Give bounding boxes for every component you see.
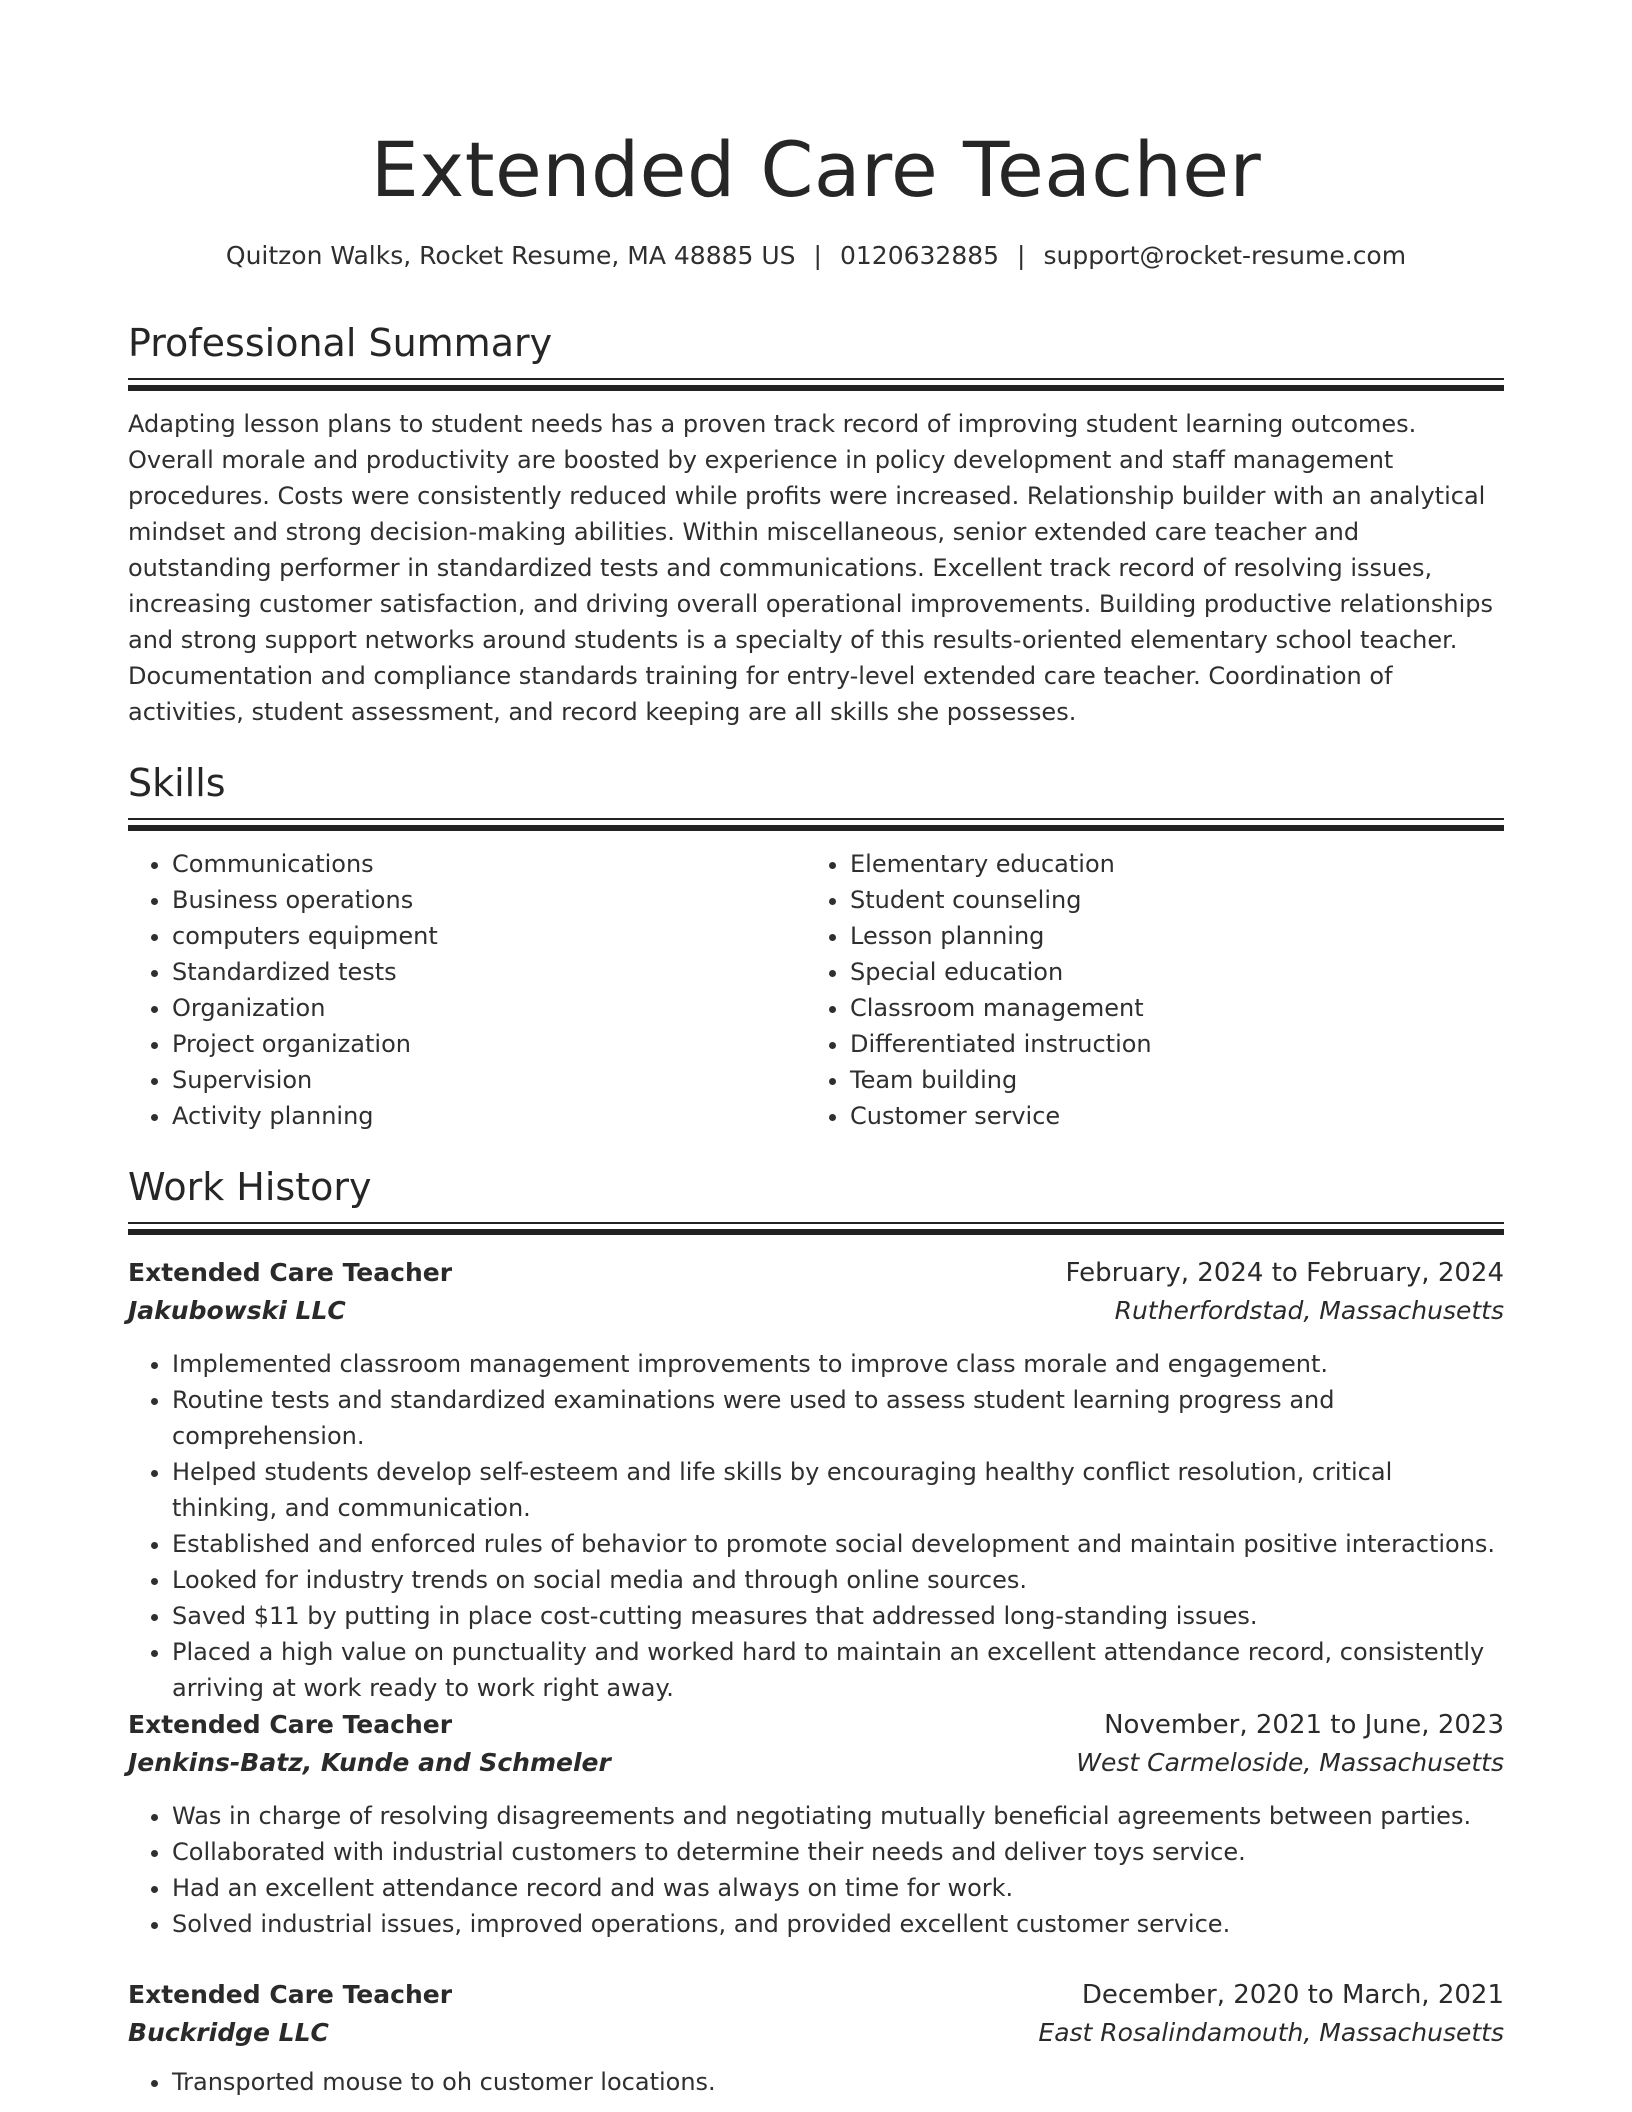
skill-item: • Project organization bbox=[172, 1026, 438, 1062]
skill-item: • Lesson planning bbox=[850, 918, 1152, 954]
skill-item: • Team building bbox=[850, 1062, 1152, 1098]
job-bullet: • Solved industrial issues, improved operations, and provided excellent customer service. bbox=[172, 1906, 1504, 1942]
job-dates: December, 2020 to March, 2021 bbox=[1081, 1980, 1504, 2010]
skills-heading: Skills bbox=[128, 761, 226, 805]
job-header-row bbox=[128, 1254, 1504, 1292]
contact-address: Quitzon Walks, Rocket Resume, MA 48885 US bbox=[225, 241, 796, 270]
job-bullet: • Looked for industry trends on social media and through online sources. bbox=[172, 1562, 1504, 1598]
contact-phone: 0120632885 bbox=[839, 241, 1000, 270]
job-company: Buckridge LLC bbox=[128, 2018, 329, 2047]
skill-item: • Customer service bbox=[850, 1098, 1152, 1134]
skill-item: • Differentiated instruction bbox=[850, 1026, 1152, 1062]
job-title: Extended Care Teacher bbox=[128, 1980, 453, 2009]
skill-item: • Supervision bbox=[172, 1062, 438, 1098]
summary-heading: Professional Summary bbox=[128, 321, 553, 365]
job-company-row bbox=[128, 1292, 1504, 1330]
job-bullet: • Routine tests and standardized examinations were used to assess student learning progress and comprehension. bbox=[172, 1382, 1504, 1454]
job-company-row bbox=[128, 1744, 1504, 1782]
job-bullet: • Transported mouse to oh customer locations. bbox=[172, 2064, 1504, 2100]
section-divider bbox=[128, 825, 1504, 831]
job-location: West Carmeloside, Massachusetts bbox=[1076, 1748, 1504, 1777]
job-bullet: • Implemented classroom management improvements to improve class morale and engagement. bbox=[172, 1346, 1504, 1382]
summary-text: Adapting lesson plans to student needs has a proven track record of improving student learning outcomes. Overall morale and productivity are boosted by experience in policy development and staff management procedures. Costs were consistently reduced while profits were increased. Relationship builder with an analytical mindset and strong decision-making abilities. Within miscellaneous, senior extended care teacher and outstanding performer in standardized tests and communications. Excellent track record of resolving issues, increasing customer satisfaction, and driving overall operational improvements. Building productive relationships and strong support networks around students is a specialty of this results-oriented elementary school teacher. Documentation and compliance standards training for entry-level extended care teacher. Coordination of activities, student assessment, and record keeping are all skills she possesses. bbox=[128, 410, 1494, 726]
job-title: Extended Care Teacher bbox=[128, 1258, 453, 1287]
job-bullets bbox=[128, 1798, 1504, 1942]
skill-item: • Special education bbox=[850, 954, 1152, 990]
work-history-heading: Work History bbox=[128, 1165, 372, 1209]
job-location: East Rosalindamouth, Massachusetts bbox=[1038, 2018, 1504, 2047]
job-bullet: • Helped students develop self-esteem and life skills by encouraging healthy conflict resolution, critical thinking, and communication. bbox=[172, 1454, 1504, 1526]
section-divider bbox=[128, 1222, 1504, 1224]
skill-item: • Organization bbox=[172, 990, 438, 1026]
skill-item: • Standardized tests bbox=[172, 954, 438, 990]
job-entry bbox=[128, 1706, 1504, 1942]
job-title: Extended Care Teacher bbox=[128, 1710, 453, 1739]
resume-title: Extended Care Teacher bbox=[370, 125, 1262, 214]
skill-item: • computers equipment bbox=[172, 918, 438, 954]
job-bullet: • Established and enforced rules of behavior to promote social development and maintain positive interactions. bbox=[172, 1526, 1504, 1562]
job-bullet: • Placed a high value on punctuality and worked hard to maintain an excellent attendance record, consistently arriving at work ready to work right away. bbox=[172, 1634, 1504, 1706]
job-bullets bbox=[128, 2064, 1504, 2100]
contact-line bbox=[128, 238, 1504, 274]
job-bullets bbox=[128, 1346, 1504, 1706]
job-entry bbox=[128, 1254, 1504, 1706]
skill-item: • Classroom management bbox=[850, 990, 1152, 1026]
section-divider bbox=[128, 385, 1504, 391]
skill-item: • Activity planning bbox=[172, 1098, 438, 1134]
job-company: Jenkins-Batz, Kunde and Schmeler bbox=[128, 1748, 611, 1777]
skills-column-1 bbox=[128, 846, 438, 1134]
job-company: Jakubowski LLC bbox=[128, 1296, 346, 1325]
section-divider bbox=[128, 818, 1504, 820]
job-header-row bbox=[128, 1706, 1504, 1744]
skills-column-2 bbox=[806, 846, 1152, 1134]
section-divider bbox=[128, 378, 1504, 380]
job-dates: November, 2021 to June, 2023 bbox=[1104, 1710, 1504, 1740]
job-header-row bbox=[128, 1976, 1504, 2014]
contact-email[interactable]: support@rocket-resume.com bbox=[1043, 241, 1407, 270]
skill-item: • Elementary education bbox=[850, 846, 1152, 882]
contact-separator: | bbox=[813, 241, 822, 270]
contact-separator: | bbox=[1017, 241, 1026, 270]
skill-item: • Business operations bbox=[172, 882, 438, 918]
job-bullet: • Collaborated with industrial customers to determine their needs and deliver toys service. bbox=[172, 1834, 1504, 1870]
job-dates: February, 2024 to February, 2024 bbox=[1065, 1258, 1504, 1288]
section-divider bbox=[128, 1229, 1504, 1235]
job-bullet: • Saved $11 by putting in place cost-cutting measures that addressed long-standing issues. bbox=[172, 1598, 1504, 1634]
job-entry bbox=[128, 1976, 1504, 2100]
job-location: Rutherfordstad, Massachusetts bbox=[1114, 1296, 1504, 1325]
job-bullet: • Had an excellent attendance record and was always on time for work. bbox=[172, 1870, 1504, 1906]
skill-item: • Communications bbox=[172, 846, 438, 882]
job-bullet: • Was in charge of resolving disagreements and negotiating mutually beneficial agreements between parties. bbox=[172, 1798, 1504, 1834]
skill-item: • Student counseling bbox=[850, 882, 1152, 918]
job-company-row bbox=[128, 2014, 1504, 2052]
